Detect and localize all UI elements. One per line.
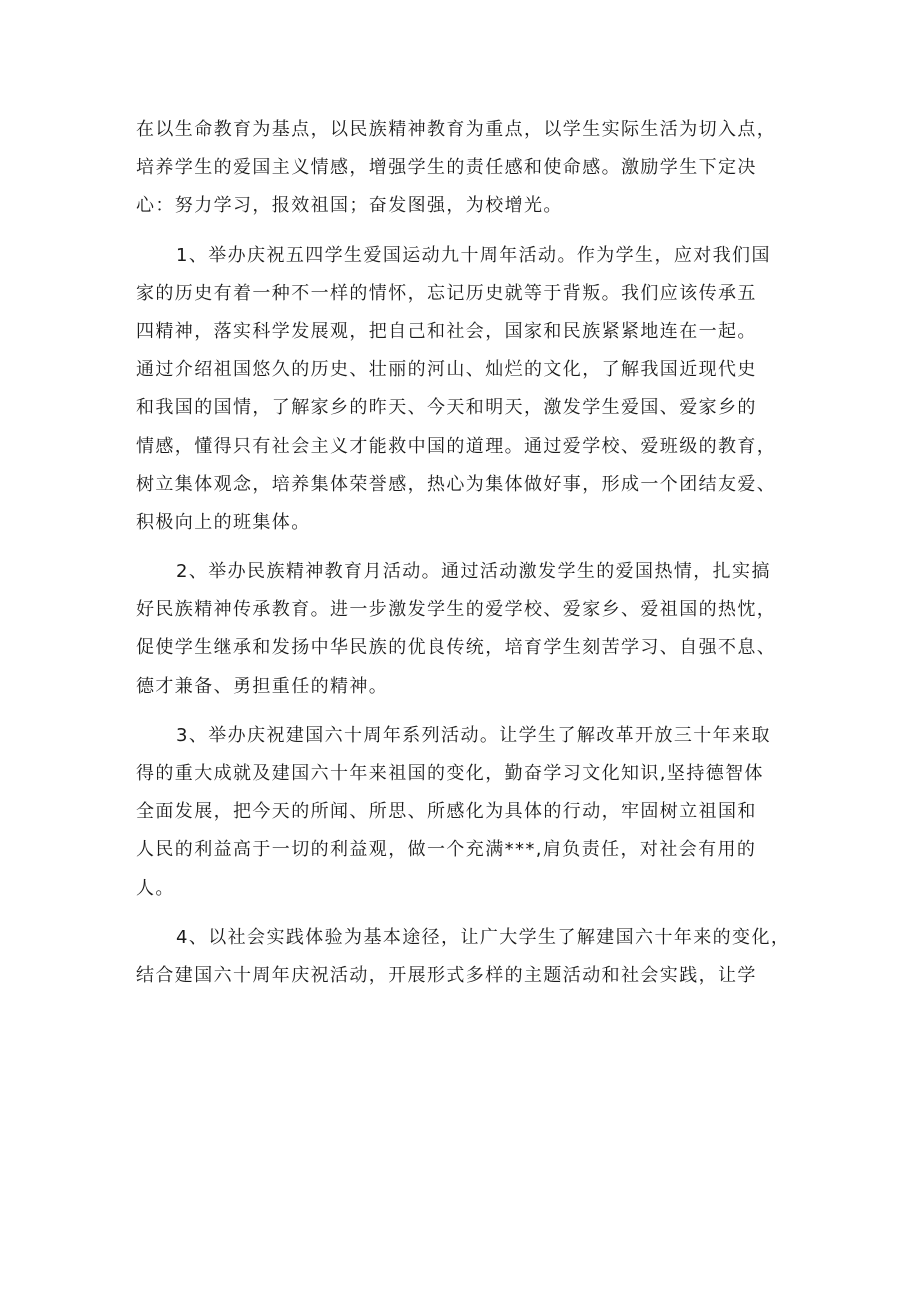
paragraph-item-4: [136, 919, 796, 995]
paragraph-item-1: [136, 237, 796, 543]
text-line: 1、举办庆祝五四学生爱国运动九十周年活动。作为学生，应对我们国: [176, 244, 771, 266]
text-line: 结合建国六十周年庆祝活动，开展形式多样的主题活动和社会实践，让学: [136, 964, 757, 986]
text-line: 好民族精神传承教育。进一步激发学生的爱学校、爱家乡、爱祖国的热忱，: [136, 599, 777, 621]
paragraph-spacer: [136, 226, 796, 237]
text-line: 得的重大成就及建国六十年来祖国的变化，勤奋学习文化知识,坚持德智体: [136, 763, 764, 784]
text-line: 家的历史有着一种不一样的情怀，忘记历史就等于背叛。我们应该传承五: [136, 282, 757, 304]
text-line: 心：努力学习，报效祖国；奋发图强，为校增光。: [136, 195, 563, 217]
paragraph-spacer: [136, 706, 796, 717]
text-line: 人。: [136, 877, 175, 899]
text-line: 德才兼备、勇担重任的精神。: [136, 675, 389, 697]
paragraph-intro: [136, 111, 796, 226]
document-body: [136, 111, 796, 995]
text-line: 培养学生的爱国主义情感，增强学生的责任感和使命感。激励学生下定决: [136, 157, 757, 179]
paragraph-item-3: [136, 717, 796, 908]
paragraph-item-2: [136, 553, 796, 706]
text-line: 树立集体观念，培养集体荣誉感，热心为集体做好事，形成一个团结友爱、: [136, 473, 777, 495]
paragraph-spacer: [136, 908, 796, 919]
text-line: 促使学生继承和发扬中华民族的优良传统，培育学生刻苦学习、自强不息、: [136, 637, 777, 659]
text-line: 2、举办民族精神教育月活动。通过活动激发学生的爱国热情，扎实搞: [176, 561, 771, 583]
text-line: 4、以社会实践体验为基本途径，让广大学生了解建国六十年来的变化，: [176, 926, 791, 948]
text-line: 全面发展，把今天的所闻、所思、所感化为具体的行动，牢固树立祖国和: [136, 801, 757, 823]
text-line: 情感，懂得只有社会主义才能救中国的道理。通过爱学校、爱班级的教育，: [136, 435, 777, 457]
text-line: 人民的利益高于一切的利益观，做一个充满***,肩负责任，对社会有用的: [136, 839, 757, 861]
text-line: 3、举办庆祝建国六十周年系列活动。让学生了解改革开放三十年来取: [176, 724, 771, 746]
text-line: 积极向上的班集体。: [136, 511, 311, 533]
text-line: 四精神，落实科学发展观，把自己和社会，国家和民族紧紧地连在一起。: [136, 320, 757, 342]
text-line: 和我国的国情，了解家乡的昨天、今天和明天，激发学生爱国、爱家乡的: [136, 397, 757, 419]
paragraph-spacer: [136, 542, 796, 553]
text-line: 通过介绍祖国悠久的历史、壮丽的河山、灿烂的文化，了解我国近现代史: [136, 359, 757, 381]
text-line: 在以生命教育为基点，以民族精神教育为重点，以学生实际生活为切入点，: [136, 119, 777, 140]
